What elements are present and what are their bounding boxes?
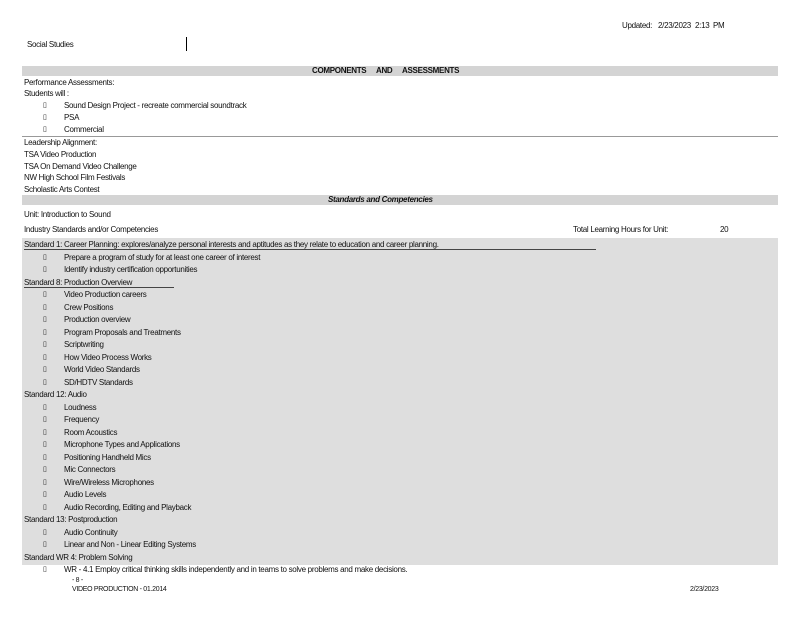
checkbox-bullet-icon: ▯ bbox=[43, 303, 47, 311]
updated-ampm: PM bbox=[713, 21, 725, 30]
standard-title: Standard 8: Production Overview bbox=[24, 277, 133, 287]
standard-underline bbox=[24, 287, 174, 288]
checkbox-bullet-icon: ▯ bbox=[43, 102, 47, 109]
performance-item: Sound Design Project - recreate commercial soundtrack bbox=[64, 101, 247, 110]
checkbox-bullet-icon: ▯ bbox=[43, 466, 47, 473]
checkbox-bullet-icon: ▯ bbox=[43, 478, 47, 486]
competency-item: Frequency bbox=[64, 415, 100, 424]
standard-title: Standard WR 4: Problem Solving bbox=[24, 552, 133, 562]
standard-title: Standard 1: Career Planning: explores/analyze personal interests and aptitudes as they relate to education and career planning. bbox=[24, 240, 439, 249]
checkbox-bullet-icon: ▯ bbox=[43, 503, 47, 511]
standards-header: Standards and Competencies bbox=[328, 195, 433, 204]
checkbox-bullet-icon: ▯ bbox=[43, 491, 47, 498]
updated-label: Updated: bbox=[622, 21, 653, 30]
competency-item: Audio Recording, Editing and Playback bbox=[64, 502, 192, 512]
competency-item: Program Proposals and Treatments bbox=[64, 327, 181, 337]
footer-page-number: - 8 - bbox=[72, 577, 83, 584]
performance-label: Performance Assessments: bbox=[24, 78, 115, 87]
leadership-item: TSA On Demand Video Challenge bbox=[24, 161, 137, 171]
competency-item: Mic Connectors bbox=[64, 465, 116, 474]
total-hours-label: Total Learning Hours for Unit: bbox=[573, 225, 669, 234]
unit-line: Unit: Introduction to Sound bbox=[24, 210, 111, 219]
leadership-item: NW High School Film Festivals bbox=[24, 173, 126, 182]
checkbox-bullet-icon: ▯ bbox=[43, 403, 47, 411]
updated-time: 2:13 bbox=[695, 21, 710, 30]
performance-item: Commercial bbox=[64, 125, 104, 134]
checkbox-bullet-icon: ▯ bbox=[43, 416, 47, 423]
checkbox-bullet-icon: ▯ bbox=[43, 291, 47, 298]
performance-intro: Students will : bbox=[24, 89, 69, 98]
checkbox-bullet-icon: ▯ bbox=[43, 453, 47, 461]
checkbox-bullet-icon: ▯ bbox=[43, 441, 47, 448]
footer-date: 2/23/2023 bbox=[690, 586, 719, 593]
text-cursor bbox=[186, 37, 187, 51]
checkbox-bullet-icon: ▯ bbox=[43, 341, 47, 348]
total-hours-value: 20 bbox=[720, 225, 729, 234]
leadership-item: Scholastic Arts Contest bbox=[24, 184, 100, 194]
competency-item: Identify industry certification opportunities bbox=[64, 265, 198, 274]
leadership-label: Leadership Alignment: bbox=[24, 138, 97, 147]
competency-item: How Video Process Works bbox=[64, 352, 152, 362]
competency-item: Prepare a program of study for at least one career of interest bbox=[64, 252, 261, 262]
competency-item: SD/HDTV Standards bbox=[64, 377, 133, 387]
industry-line: Industry Standards and/or Competencies bbox=[24, 225, 159, 234]
competency-item: Audio Continuity bbox=[64, 527, 118, 537]
checkbox-bullet-icon: ▯ bbox=[43, 378, 47, 386]
competency-item: WR - 4.1 Employ critical thinking skills independently and in teams to solve problems and make decisions. bbox=[64, 565, 408, 574]
subject-title: Social Studies bbox=[27, 40, 74, 49]
leadership-item: TSA Video Production bbox=[24, 150, 97, 159]
checkbox-bullet-icon: ▯ bbox=[43, 353, 47, 361]
checkbox-bullet-icon: ▯ bbox=[43, 428, 47, 436]
checkbox-bullet-icon: ▯ bbox=[43, 126, 47, 133]
competency-item: Microphone Types and Applications bbox=[64, 440, 180, 449]
checkbox-bullet-icon: ▯ bbox=[43, 253, 47, 261]
section-divider bbox=[22, 136, 778, 137]
standard-title: Standard 12: Audio bbox=[24, 390, 87, 399]
performance-item: PSA bbox=[64, 113, 80, 122]
updated-date: 2/23/2023 bbox=[658, 21, 691, 30]
components-header-bar bbox=[22, 66, 778, 76]
checkbox-bullet-icon: ▯ bbox=[43, 316, 47, 323]
competency-item: Audio Levels bbox=[64, 490, 107, 499]
competency-item: Room Acoustics bbox=[64, 427, 118, 437]
checkbox-bullet-icon: ▯ bbox=[43, 566, 47, 573]
competency-item: Loudness bbox=[64, 402, 97, 412]
competency-item: Scriptwriting bbox=[64, 340, 104, 349]
checkbox-bullet-icon: ▯ bbox=[43, 528, 47, 536]
checkbox-bullet-icon: ▯ bbox=[43, 541, 47, 548]
checkbox-bullet-icon: ▯ bbox=[43, 266, 47, 273]
competency-item: Crew Positions bbox=[64, 302, 114, 312]
competency-item: Positioning Handheld Mics bbox=[64, 452, 151, 462]
checkbox-bullet-icon: ▯ bbox=[43, 328, 47, 336]
competency-item: Production overview bbox=[64, 315, 131, 324]
competency-item: Linear and Non - Linear Editing Systems bbox=[64, 540, 196, 549]
checkbox-bullet-icon: ▯ bbox=[43, 366, 47, 373]
competency-item: World Video Standards bbox=[64, 365, 140, 374]
checkbox-bullet-icon: ▯ bbox=[43, 114, 47, 121]
standard-title: Standard 13: Postproduction bbox=[24, 515, 118, 524]
standards-header-bar bbox=[22, 195, 778, 205]
footer-course: VIDEO PRODUCTION - 01.2014 bbox=[72, 586, 167, 593]
components-header: COMPONENTS AND ASSESSMENTS bbox=[312, 66, 460, 75]
competency-item: Wire/Wireless Microphones bbox=[64, 477, 154, 487]
standard-underline bbox=[24, 249, 596, 250]
competency-item: Video Production careers bbox=[64, 290, 147, 299]
